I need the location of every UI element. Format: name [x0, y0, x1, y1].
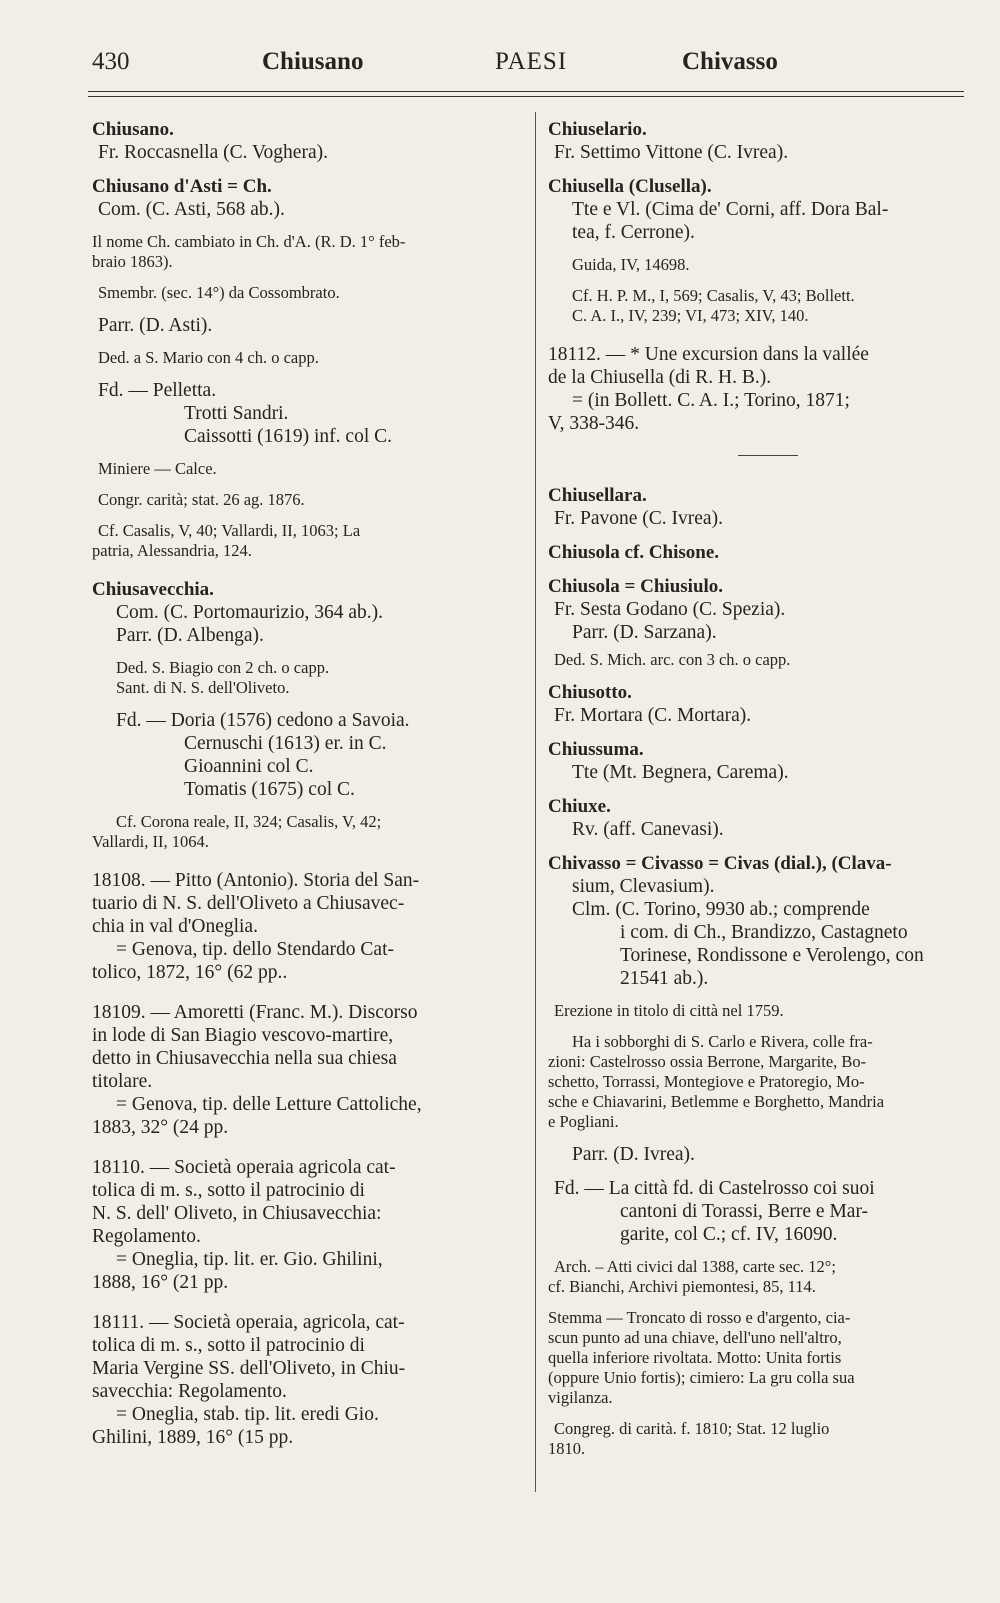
text-line: sche e Chiavarini, Betlemme e Borghetto, Mandria: [548, 1092, 885, 1111]
text-line: Torinese, Rondissone e Verolengo, con: [620, 945, 924, 966]
text-line: sium, Clevasium).: [572, 876, 715, 897]
text-line: Ded. S. Biagio con 2 ch. o capp.: [116, 658, 330, 677]
text-line: Parr. (D. Sarzana).: [572, 622, 717, 643]
text-line: detto in Chiusavecchia nella sua chiesa: [92, 1048, 397, 1069]
text-line: Stemma — Troncato di rosso e d'argento, cia-: [548, 1308, 851, 1327]
text-line: Com. (C. Asti, 568 ab.).: [98, 199, 285, 220]
bibliography-entry-18109: 18109. — Amoretti (Franc. M.). Discorso: [92, 1002, 418, 1023]
text-line: Ded. S. Mich. arc. con 3 ch. o capp.: [554, 650, 791, 669]
text-line: tolica di m. s., sotto il patrocinio di: [92, 1335, 365, 1356]
text-line: Tte (Mt. Begnera, Carema).: [572, 762, 789, 783]
entry-heading: Chiusola cf. Chisone.: [548, 542, 720, 563]
entry-heading: Chiuxe.: [548, 796, 611, 817]
header-rule-top: [88, 91, 964, 92]
entry-heading: Chiusola = Chiusiulo.: [548, 576, 724, 597]
text-line: Caissotti (1619) inf. col C.: [184, 426, 392, 447]
text-line: (oppure Unio fortis); cimiero: La gru colla sua: [548, 1368, 855, 1387]
text-line: = Oneglia, stab. tip. lit. eredi Gio.: [116, 1404, 379, 1425]
text-line: chia in val d'Oneglia.: [92, 916, 258, 937]
bibliography-entry-18112: 18112. — * Une excursion dans la vallée: [548, 344, 869, 365]
text-line: tea, f. Cerrone).: [572, 222, 695, 243]
text-line: Guida, IV, 14698.: [572, 255, 690, 274]
text-line: quella inferiore rivoltata. Motto: Unita fortis: [548, 1348, 842, 1367]
text-line: Ghilini, 1889, 16° (15 pp.: [92, 1427, 294, 1448]
entry-heading: Chiuselario.: [548, 119, 647, 140]
text-line: Fr. Pavone (C. Ivrea).: [554, 508, 723, 529]
text-line: Trotti Sandri.: [184, 403, 289, 424]
text-line: zioni: Castelrosso ossia Berrone, Margarite, Bo-: [548, 1052, 867, 1071]
entry-heading: Chivasso = Civasso = Civas (dial.), (Clava-: [548, 853, 892, 874]
text-line: in lode di San Biagio vescovo-martire,: [92, 1025, 394, 1046]
text-line: tolico, 1872, 16° (62 pp..: [92, 962, 288, 983]
text-line: Maria Vergine SS. dell'Oliveto, in Chiu-: [92, 1358, 406, 1379]
text-line: Tte e Vl. (Cima de' Corni, aff. Dora Bal-: [572, 199, 889, 220]
text-line: Congr. carità; stat. 26 ag. 1876.: [98, 490, 305, 509]
header-rule-bottom: [88, 96, 964, 97]
left-column: [92, 118, 522, 1449]
text-line: Clm. (C. Torino, 9930 ab.; comprende: [572, 899, 870, 920]
text-line: patria, Alessandria, 124.: [92, 541, 252, 560]
running-head-left: Chiusano: [262, 48, 364, 75]
entry-heading: Chiusellara.: [548, 485, 647, 506]
text-line: tolica di m. s., sotto il patrocinio di: [92, 1180, 365, 1201]
text-line: Fd. — Pelletta.: [98, 380, 217, 401]
text-line: Parr. (D. Albenga).: [116, 625, 264, 646]
text-line: Smembr. (sec. 14°) da Cossombrato.: [98, 283, 340, 302]
bibliography-entry-18110: 18110. — Società operaia agricola cat-: [92, 1157, 396, 1178]
text-line: V, 338-346.: [548, 413, 640, 434]
right-column: [548, 118, 966, 1459]
text-line: Parr. (D. Asti).: [98, 315, 213, 336]
bibliography-entry-18108: 18108. — Pitto (Antonio). Storia del San-: [92, 870, 420, 891]
text-line: schetto, Torrassi, Montegiove e Pratoregio, Mo-: [548, 1072, 865, 1091]
entry-heading: Chiusella (Clusella).: [548, 176, 712, 197]
text-line: Vallardi, II, 1064.: [92, 832, 209, 851]
text-line: Fd. — La città fd. di Castelrosso coi suoi: [554, 1178, 875, 1199]
section-rule: [738, 455, 798, 456]
entry-heading: Chiusano d'Asti = Ch.: [92, 176, 272, 197]
text-line: 1810.: [548, 1439, 586, 1458]
page-number: 430: [92, 48, 130, 75]
text-line: i com. di Ch., Brandizzo, Castagneto: [620, 922, 908, 943]
text-line: Fd. — Doria (1576) cedono a Savoia.: [116, 710, 410, 731]
text-line: 1883, 32° (24 pp.: [92, 1117, 229, 1138]
text-line: Regolamento.: [92, 1226, 201, 1247]
text-line: Fr. Settimo Vittone (C. Ivrea).: [554, 142, 789, 163]
text-line: e Pogliani.: [548, 1112, 619, 1131]
column-divider: [535, 112, 536, 1492]
text-line: Fr. Sesta Godano (C. Spezia).: [554, 599, 786, 620]
text-line: Miniere — Calce.: [98, 459, 217, 478]
text-line: Arch. – Atti civici dal 1388, carte sec. 12°;: [554, 1257, 836, 1276]
text-line: Fr. Roccasnella (C. Voghera).: [98, 142, 328, 163]
entry-heading: Chiusavecchia.: [92, 579, 214, 600]
text-line: C. A. I., IV, 239; VI, 473; XIV, 140.: [572, 306, 809, 325]
text-line: Erezione in titolo di città nel 1759.: [554, 1001, 784, 1020]
text-line: Tomatis (1675) col C.: [184, 779, 355, 800]
text-line: Cf. Casalis, V, 40; Vallardi, II, 1063; La: [98, 521, 361, 540]
text-line: tuario di N. S. dell'Oliveto a Chiusavec-: [92, 893, 405, 914]
text-line: cantoni di Torassi, Berre e Mar-: [620, 1201, 869, 1222]
text-line: Ha i sobborghi di S. Carlo e Rivera, colle fra-: [572, 1032, 873, 1051]
text-line: Ded. a S. Mario con 4 ch. o capp.: [98, 348, 319, 367]
text-line: Sant. di N. S. dell'Oliveto.: [116, 678, 290, 697]
text-line: Il nome Ch. cambiato in Ch. d'A. (R. D. 1° feb-: [92, 232, 406, 251]
text-line: Fr. Mortara (C. Mortara).: [554, 705, 752, 726]
text-line: Com. (C. Portomaurizio, 364 ab.).: [116, 602, 384, 623]
text-line: braio 1863).: [92, 252, 173, 271]
text-line: Congreg. di carità. f. 1810; Stat. 12 luglio: [554, 1419, 830, 1438]
text-line: 1888, 16° (21 pp.: [92, 1272, 229, 1293]
entry-heading: Chiusano.: [92, 119, 174, 140]
text-line: = (in Bollett. C. A. I.; Torino, 1871;: [572, 390, 850, 411]
text-line: garite, col C.; cf. IV, 16090.: [620, 1224, 838, 1245]
text-line: Gioannini col C.: [184, 756, 314, 777]
running-head-right: Chivasso: [682, 48, 778, 75]
text-line: Cernuschi (1613) er. in C.: [184, 733, 387, 754]
text-line: 21541 ab.).: [620, 968, 709, 989]
page-header: [92, 48, 962, 88]
text-line: = Genova, tip. dello Stendardo Cat-: [116, 939, 394, 960]
text-line: titolare.: [92, 1071, 153, 1092]
bibliography-entry-18111: 18111. — Società operaia, agricola, cat-: [92, 1312, 405, 1333]
text-line: Rv. (aff. Canevasi).: [572, 819, 724, 840]
entry-heading: Chiusotto.: [548, 682, 632, 703]
entry-heading: Chiussuma.: [548, 739, 644, 760]
text-line: cf. Bianchi, Archivi piemontesi, 85, 114.: [548, 1277, 816, 1296]
text-line: scun punto ad una chiave, dell'uno nell'altro,: [548, 1328, 842, 1347]
text-line: de la Chiusella (di R. H. B.).: [548, 367, 772, 388]
text-line: Cf. Corona reale, II, 324; Casalis, V, 42;: [116, 812, 382, 831]
running-head-center: PAESI: [495, 48, 568, 75]
text-line: N. S. dell' Oliveto, in Chiusavecchia:: [92, 1203, 382, 1224]
text-line: = Oneglia, tip. lit. er. Gio. Ghilini,: [116, 1249, 383, 1270]
text-line: Parr. (D. Ivrea).: [572, 1144, 695, 1165]
text-line: vigilanza.: [548, 1388, 613, 1407]
text-line: savecchia: Regolamento.: [92, 1381, 287, 1402]
text-line: = Genova, tip. delle Letture Cattoliche,: [116, 1094, 422, 1115]
text-line: Cf. H. P. M., I, 569; Casalis, V, 43; Bollett.: [572, 286, 855, 305]
